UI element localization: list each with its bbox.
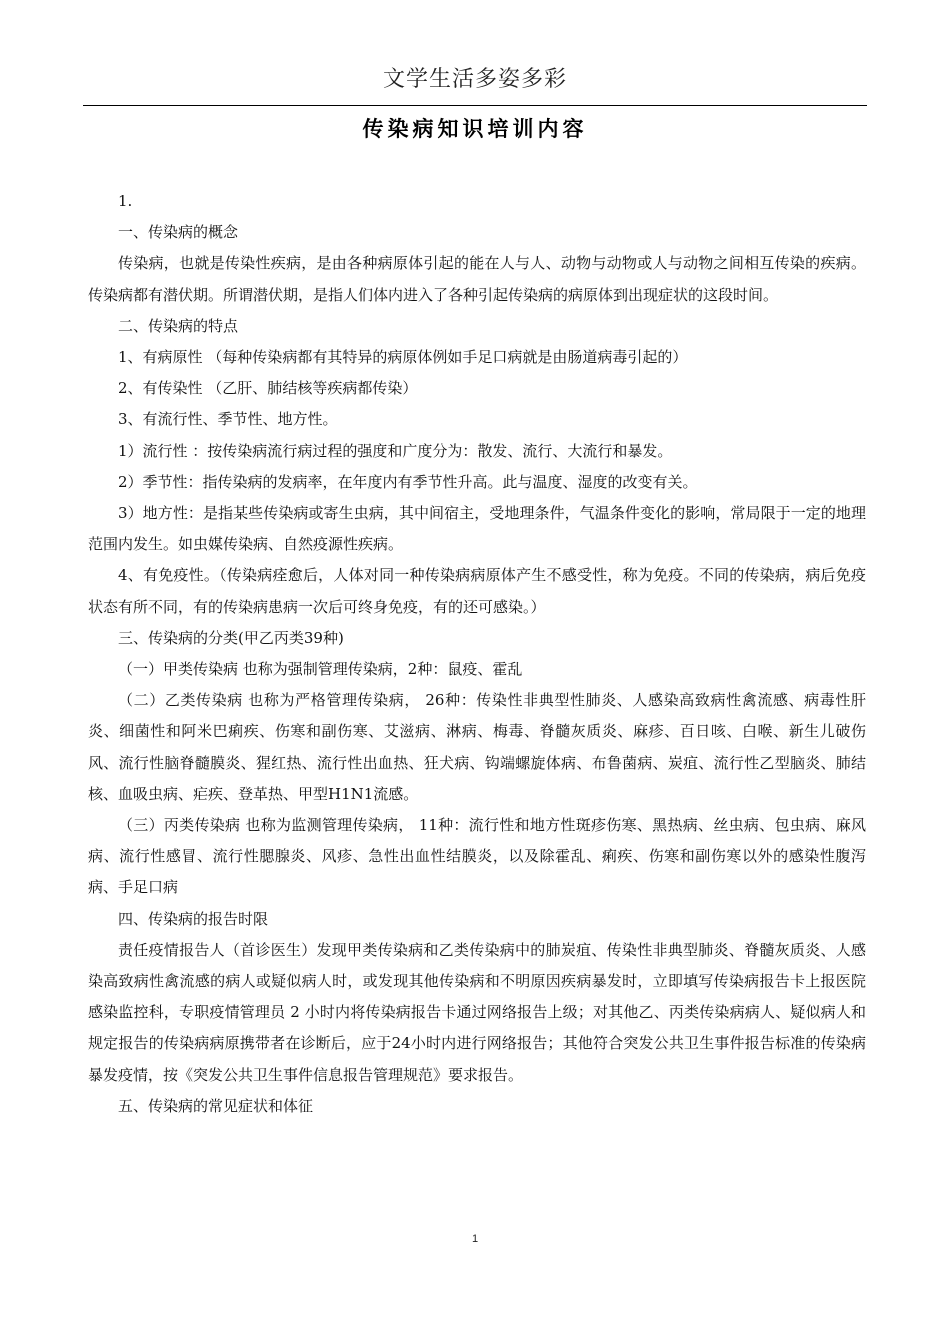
header-divider — [83, 105, 867, 106]
paragraph-immunity: 4、有免疫性。（传染病痊愈后，人体对同一种传染病病原体产生不感受性，称为免疫。不同的传染病，病后免疫状态有所不同，有的传染病患病一次后可终身免疫，有的还可感染。） — [88, 566, 866, 616]
heading-classification: 三、传染病的分类(甲乙丙类39种) — [118, 628, 344, 647]
paragraph-seasonality: 2）季节性：指传染病的发病率，在年度内有季节性升高。此与温度、湿度的改变有关。 — [118, 472, 698, 491]
paragraph-reporting: 责任疫情报告人（首诊医生）发现甲类传染病和乙类传染病中的肺炭疽、传染性非典型肺炎、脊髓灰质炎、人感染高致病性禽流感的病人或疑似病人时，或发现其他传染病和不明原因疾病暴发时，立即填写传染病报告卡上报医院感染监控科，专职疫情管理员 2 小时内将传染病报告卡通过网络报告上级；对其他乙、丙类传染病病人、疑似病人和规定报告的传染病病原携带者在诊断后，应于24小时内进行网络报告；其他符合突发公共卫生事件报告标准的传染病暴发疫情，按《突发公共卫生事件信息报告管理规范》要求报告。 — [88, 940, 866, 1084]
heading-characteristics: 二、传染病的特点 — [118, 316, 239, 335]
page-number: 1 — [471, 1233, 479, 1245]
heading-symptoms: 五、传染病的常见症状和体征 — [118, 1096, 314, 1115]
paragraph-concept: 传染病，也就是传染性疾病，是由各种病原体引起的能在人与人、动物与动物或人与动物之间相互传染的疾病。传染病都有潜伏期。所谓潜伏期，是指人们体内进入了各种引起传染病的病原体到出现症状的这段时间。 — [88, 254, 866, 304]
paragraph-infectivity: 2、有传染性 （乙肝、肺结核等疾病都传染） — [118, 379, 418, 398]
paragraph-class-b: （二）乙类传染病 也称为严格管理传染病， 26种：传染性非典型性肺炎、人感染高致病性禽流感、病毒性肝炎、细菌性和阿米巴痢疾、伤寒和副伤寒、艾滋病、淋病、梅毒、脊髓灰质炎、麻疹、百日咳、白喉、新生儿破伤风、流行性脑脊髓膜炎、猩红热、流行性出血热、狂犬病、钩端螺旋体病、布鲁菌病、炭疽、流行性乙型脑炎、肺结核、血吸虫病、疟疾、登革热、甲型H1N1流感。 — [88, 691, 866, 803]
heading-concept: 一、传染病的概念 — [118, 223, 239, 242]
running-header: 文学生活多姿多彩 — [382, 67, 567, 92]
paragraph-class-c: （三）丙类传染病 也称为监测管理传染病， 11种：流行性和地方性斑疹伤寒、黑热病、丝虫病、包虫病、麻风病、流行性感冒、流行性腮腺炎、风疹、急性出血性结膜炎，以及除霍乱、痢疾、伤寒和副伤寒以外的感染性腹泻病、手足口病 — [88, 816, 866, 897]
paragraph-class-a: （一）甲类传染病 也称为强制管理传染病，2种：鼠疫、霍乱 — [118, 660, 523, 679]
paragraph-pathogenicity: 1、有病原性 （每种传染病都有其特异的病原体例如手足口病就是由肠道病毒引起的） — [118, 348, 688, 367]
paragraph-epidemic-traits: 3、有流行性、季节性、地方性。 — [118, 410, 338, 429]
document-title: 传染病知识培训内容 — [362, 116, 588, 141]
paragraph-epidemicity: 1）流行性 ：按传染病流行病过程的强度和广度分为：散发、流行、大流行和暴发。 — [118, 441, 673, 460]
section-number: 1. — [118, 192, 133, 210]
heading-reporting: 四、传染病的报告时限 — [118, 909, 269, 928]
paragraph-locality: 3）地方性：是指某些传染病或寄生虫病，其中间宿主，受地理条件，气温条件变化的影响，常局限于一定的地理范围内发生。如虫媒传染病、自然疫源性疾病。 — [88, 504, 866, 554]
document-body — [88, 186, 866, 1122]
